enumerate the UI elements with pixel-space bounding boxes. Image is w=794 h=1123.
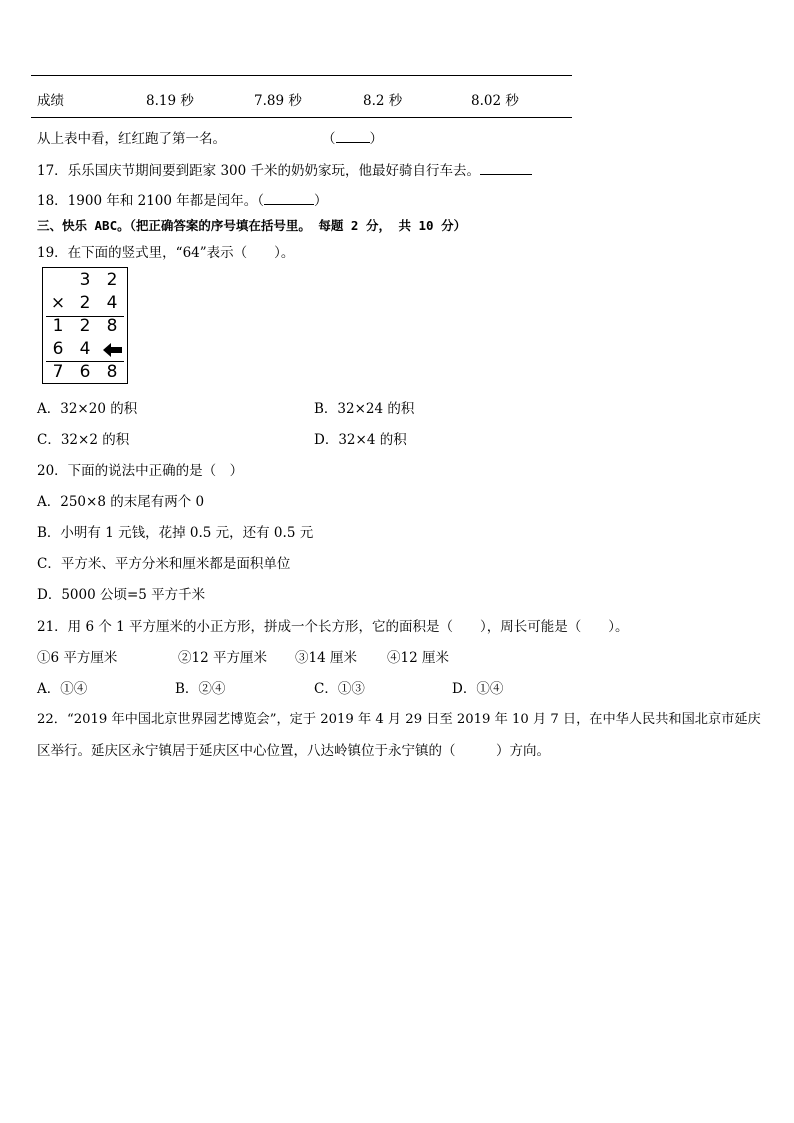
calc-digit: 6 [79, 362, 91, 382]
q17-text: 17．乐乐国庆节期间要到距家 300 千米的奶奶家玩，他最好骑自行车去。 [37, 163, 481, 179]
q18-text: 18．1900 年和 2100 年都是闰年。（ [37, 193, 265, 209]
calc-digit: 8 [106, 316, 118, 336]
table-bottom-rule [31, 117, 572, 118]
q21-question: 21．用 6 个 1 平方厘米的小正方形，拼成一个长方形，它的面积是（ ），周长可能是（ ）。 [37, 619, 629, 635]
q17-answer-blank[interactable] [480, 174, 532, 175]
q19-option-d[interactable]: D．32×4 的积 [314, 432, 407, 448]
calc-digit: 4 [79, 339, 91, 359]
q22-line-2: 区举行。延庆区永宁镇居于延庆区中心位置，八达岭镇位于永宁镇的（ ）方向。 [37, 743, 550, 759]
calc-digit: 4 [106, 293, 118, 313]
q18-close: ） [314, 193, 328, 209]
q21-choice-4: ④12 厘米 [387, 650, 449, 666]
vertical-multiplication [42, 267, 128, 384]
q17-statement [37, 159, 532, 179]
q16-answer-blank[interactable] [336, 142, 370, 143]
paren-open: （ [322, 131, 336, 147]
q19-option-a[interactable]: A．32×20 的积 [37, 401, 138, 417]
left-arrow-icon [103, 343, 123, 357]
q21-choice-2: ②12 平方厘米 [178, 650, 267, 666]
q21-choice-3: ③14 厘米 [295, 650, 357, 666]
section-3-heading: 三、快乐 ABC。（把正确答案的序号填在括号里。 每题 2 分， 共 10 分） [37, 218, 467, 233]
q16-answer-paren [322, 127, 383, 147]
q21-choice-1: ①6 平方厘米 [37, 650, 118, 666]
q18-answer-blank[interactable] [264, 204, 314, 205]
q20-option-c[interactable]: C．平方米、平方分米和厘米都是面积单位 [37, 556, 291, 572]
calc-row-3 [43, 315, 127, 338]
table-row-label: 成绩 [37, 93, 64, 109]
calc-digit: 6 [52, 339, 64, 359]
q21-option-c[interactable]: C．①③ [314, 681, 365, 697]
calc-row-2 [43, 292, 127, 315]
q22-line-1: 22．“2019 年中国北京世界园艺博览会”，定于 2019 年 4 月 29 日至 2019 年 10 月 7 日，在中华人民共和国北京市延庆 [37, 712, 761, 727]
q19-option-b[interactable]: B．32×24 的积 [314, 401, 415, 417]
table-cell-3: 8.2 秒 [363, 93, 403, 109]
calc-row-5 [43, 361, 127, 384]
calc-digit: 8 [106, 362, 118, 382]
paren-close: ） [369, 131, 383, 147]
q18-statement [37, 189, 328, 209]
calc-digit: 2 [106, 270, 118, 290]
table-cell-4: 8.02 秒 [471, 93, 519, 109]
q19-question: 19．在下面的竖式里，“64”表示（ ）。 [37, 245, 295, 261]
calc-digit: 2 [79, 316, 91, 336]
table-top-rule [31, 75, 572, 76]
q20-option-d[interactable]: D．5000 公顷=5 平方千米 [37, 587, 206, 603]
q21-option-a[interactable]: A．①④ [37, 681, 88, 697]
q20-option-a[interactable]: A．250×8 的末尾有两个 0 [37, 494, 205, 510]
q19-option-c[interactable]: C．32×2 的积 [37, 432, 130, 448]
q20-option-b[interactable]: B．小明有 1 元钱，花掉 0.5 元，还有 0.5 元 [37, 525, 314, 541]
q21-option-d[interactable]: D．①④ [452, 681, 504, 697]
q16-statement: 从上表中看，红红跑了第一名。 [37, 131, 226, 147]
table-cell-1: 8.19 秒 [146, 93, 194, 109]
calc-digit: 7 [52, 362, 64, 382]
calc-row-4 [43, 338, 127, 361]
calc-row-1 [43, 269, 127, 292]
calc-digit: 2 [79, 293, 91, 313]
q21-option-b[interactable]: B．②④ [175, 681, 226, 697]
times-sign: × [50, 293, 66, 313]
q20-question: 20．下面的说法中正确的是（ ） [37, 463, 244, 479]
calc-digit: 1 [52, 316, 64, 336]
calc-digit: 3 [79, 270, 91, 290]
table-cell-2: 7.89 秒 [254, 93, 302, 109]
